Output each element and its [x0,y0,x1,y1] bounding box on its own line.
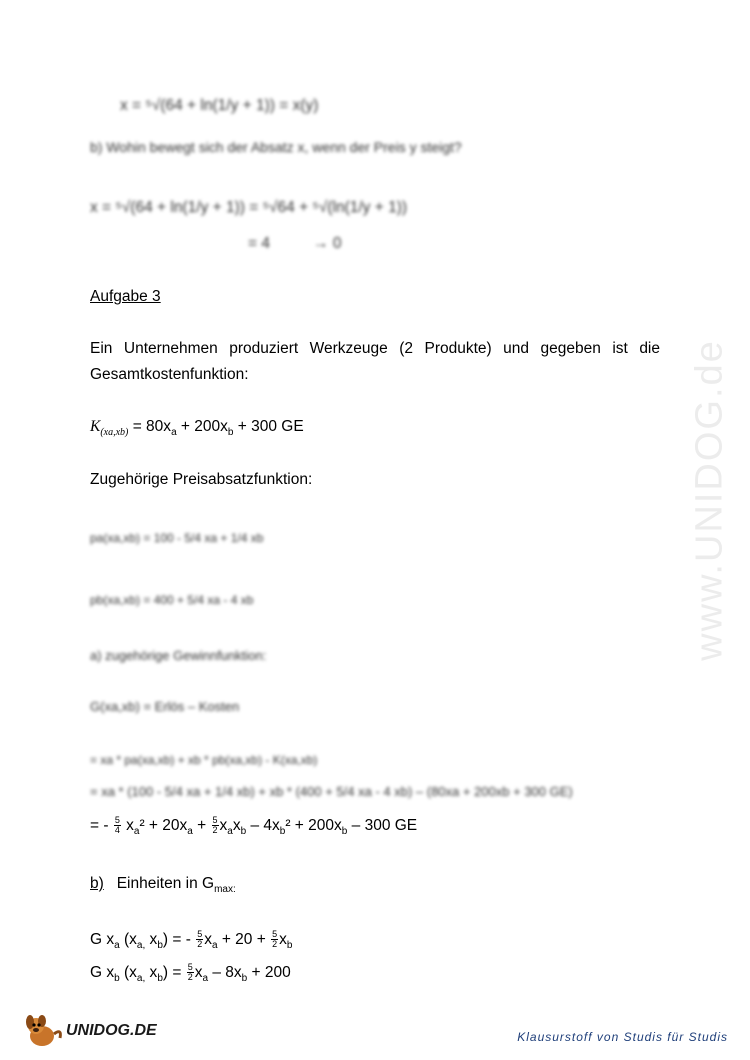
fraction-5-2: $\frac{5}{2}$ [272,929,278,950]
profit-definition: G(xa,xb) = Erlös – Kosten [90,699,240,714]
profit-result: = - $\frac{5}{4}$ $x_a^2 + 20x_a$ + $\frac{5}{2}$ $x_ax_b - 4x_b^2 + 200x_b - 300$ GE [90,815,418,838]
part-b-sub: max: [214,884,236,896]
footer-tagline: Klausurstoff von Studis für Studis [517,1030,728,1044]
cost-rhs-sub-a: a [171,427,177,439]
formula-x-of-y: x = ⁵√(64 + ln(1/y + 1)) = x(y) [120,97,319,114]
gxa-eq: = - [172,931,191,948]
fraction-5-2: $\frac{5}{2}$ [212,815,218,836]
partial-derivative-a: G $x_a$ ($x_{a,}$ $x_b$) = - $\frac{5}{2}$ $x_a + 20$ + $\frac{5}{2}$ $x_b$ [90,929,293,952]
unidog-logo[interactable] [22,1012,162,1050]
formula-x-split: x = ⁵√(64 + ln(1/y + 1)) = ⁵√64 + ⁵√(ln(1/y + 1)) [90,199,408,216]
watermark [690,280,730,720]
cost-rhs-3: + 300 GE [233,418,304,435]
cost-rhs: = 80x [132,418,172,435]
intro-line-1: Ein Unternehmen produziert Werkzeuge (2 Produkte) und gegeben ist die [90,340,660,357]
part-b-heading [90,874,236,900]
dog-icon [22,1012,64,1050]
gxb-prefix: G x [90,964,115,981]
cost-function [90,417,304,443]
cost-rhs-2: + 200x [176,418,228,435]
profit-line-2: = xa * (100 - 5/4 xa + 1/4 xb) + xb * (400 + 5/4 xa - 4 xb) – (80xa + 200xb + 300 GE) [90,784,573,799]
gxb-eq: = [172,964,182,981]
intro-line-2: Gesamtkostenfunktion: [90,366,249,383]
cost-subscript: (xa,xb) [100,427,129,439]
watermark-text: www.UNIDOG.de [688,339,731,661]
part-b-label: b) [90,875,104,892]
gxa-prefix: G x [90,931,115,948]
cost-symbol: K [90,418,101,435]
fraction-5-2: $\frac{5}{2}$ [187,962,193,983]
section-title: Aufgabe 3 [90,288,161,305]
question-b-top: b) Wohin bewegt sich der Absatz x, wenn der Preis y steigt? [90,139,462,155]
part-a-heading: a) zugehörige Gewinnfunktion: [90,648,267,663]
price-function-b: pb(xa,xb) = 400 + 5/4 xa - 4 xb [90,593,254,607]
logo-text: UNIDOG.DE [66,1022,157,1039]
part-b-text: Einheiten in G [116,875,215,892]
price-function-a: pa(xa,xb) = 100 - 5/4 xa + 1/4 xb [90,531,264,545]
fraction-5-2: $\frac{5}{2}$ [197,929,203,950]
fraction-5-4: $\frac{5}{4}$ [114,815,120,836]
price-heading: Zugehörige Preisabsatzfunktion: [90,471,313,488]
partial-derivative-b: G $x_b$ ($x_{a,}$ $x_b$) = $\frac{5}{2}$ $x_a - 8x_b + 200$ [90,962,291,985]
profit-line-1: = xa * pa(xa,xb) + xb * pb(xa,xb) - K(xa,xb) [90,753,318,767]
cost-rhs-sub-b: b [227,427,234,439]
limits-line: = 4 → 0 [248,235,342,252]
